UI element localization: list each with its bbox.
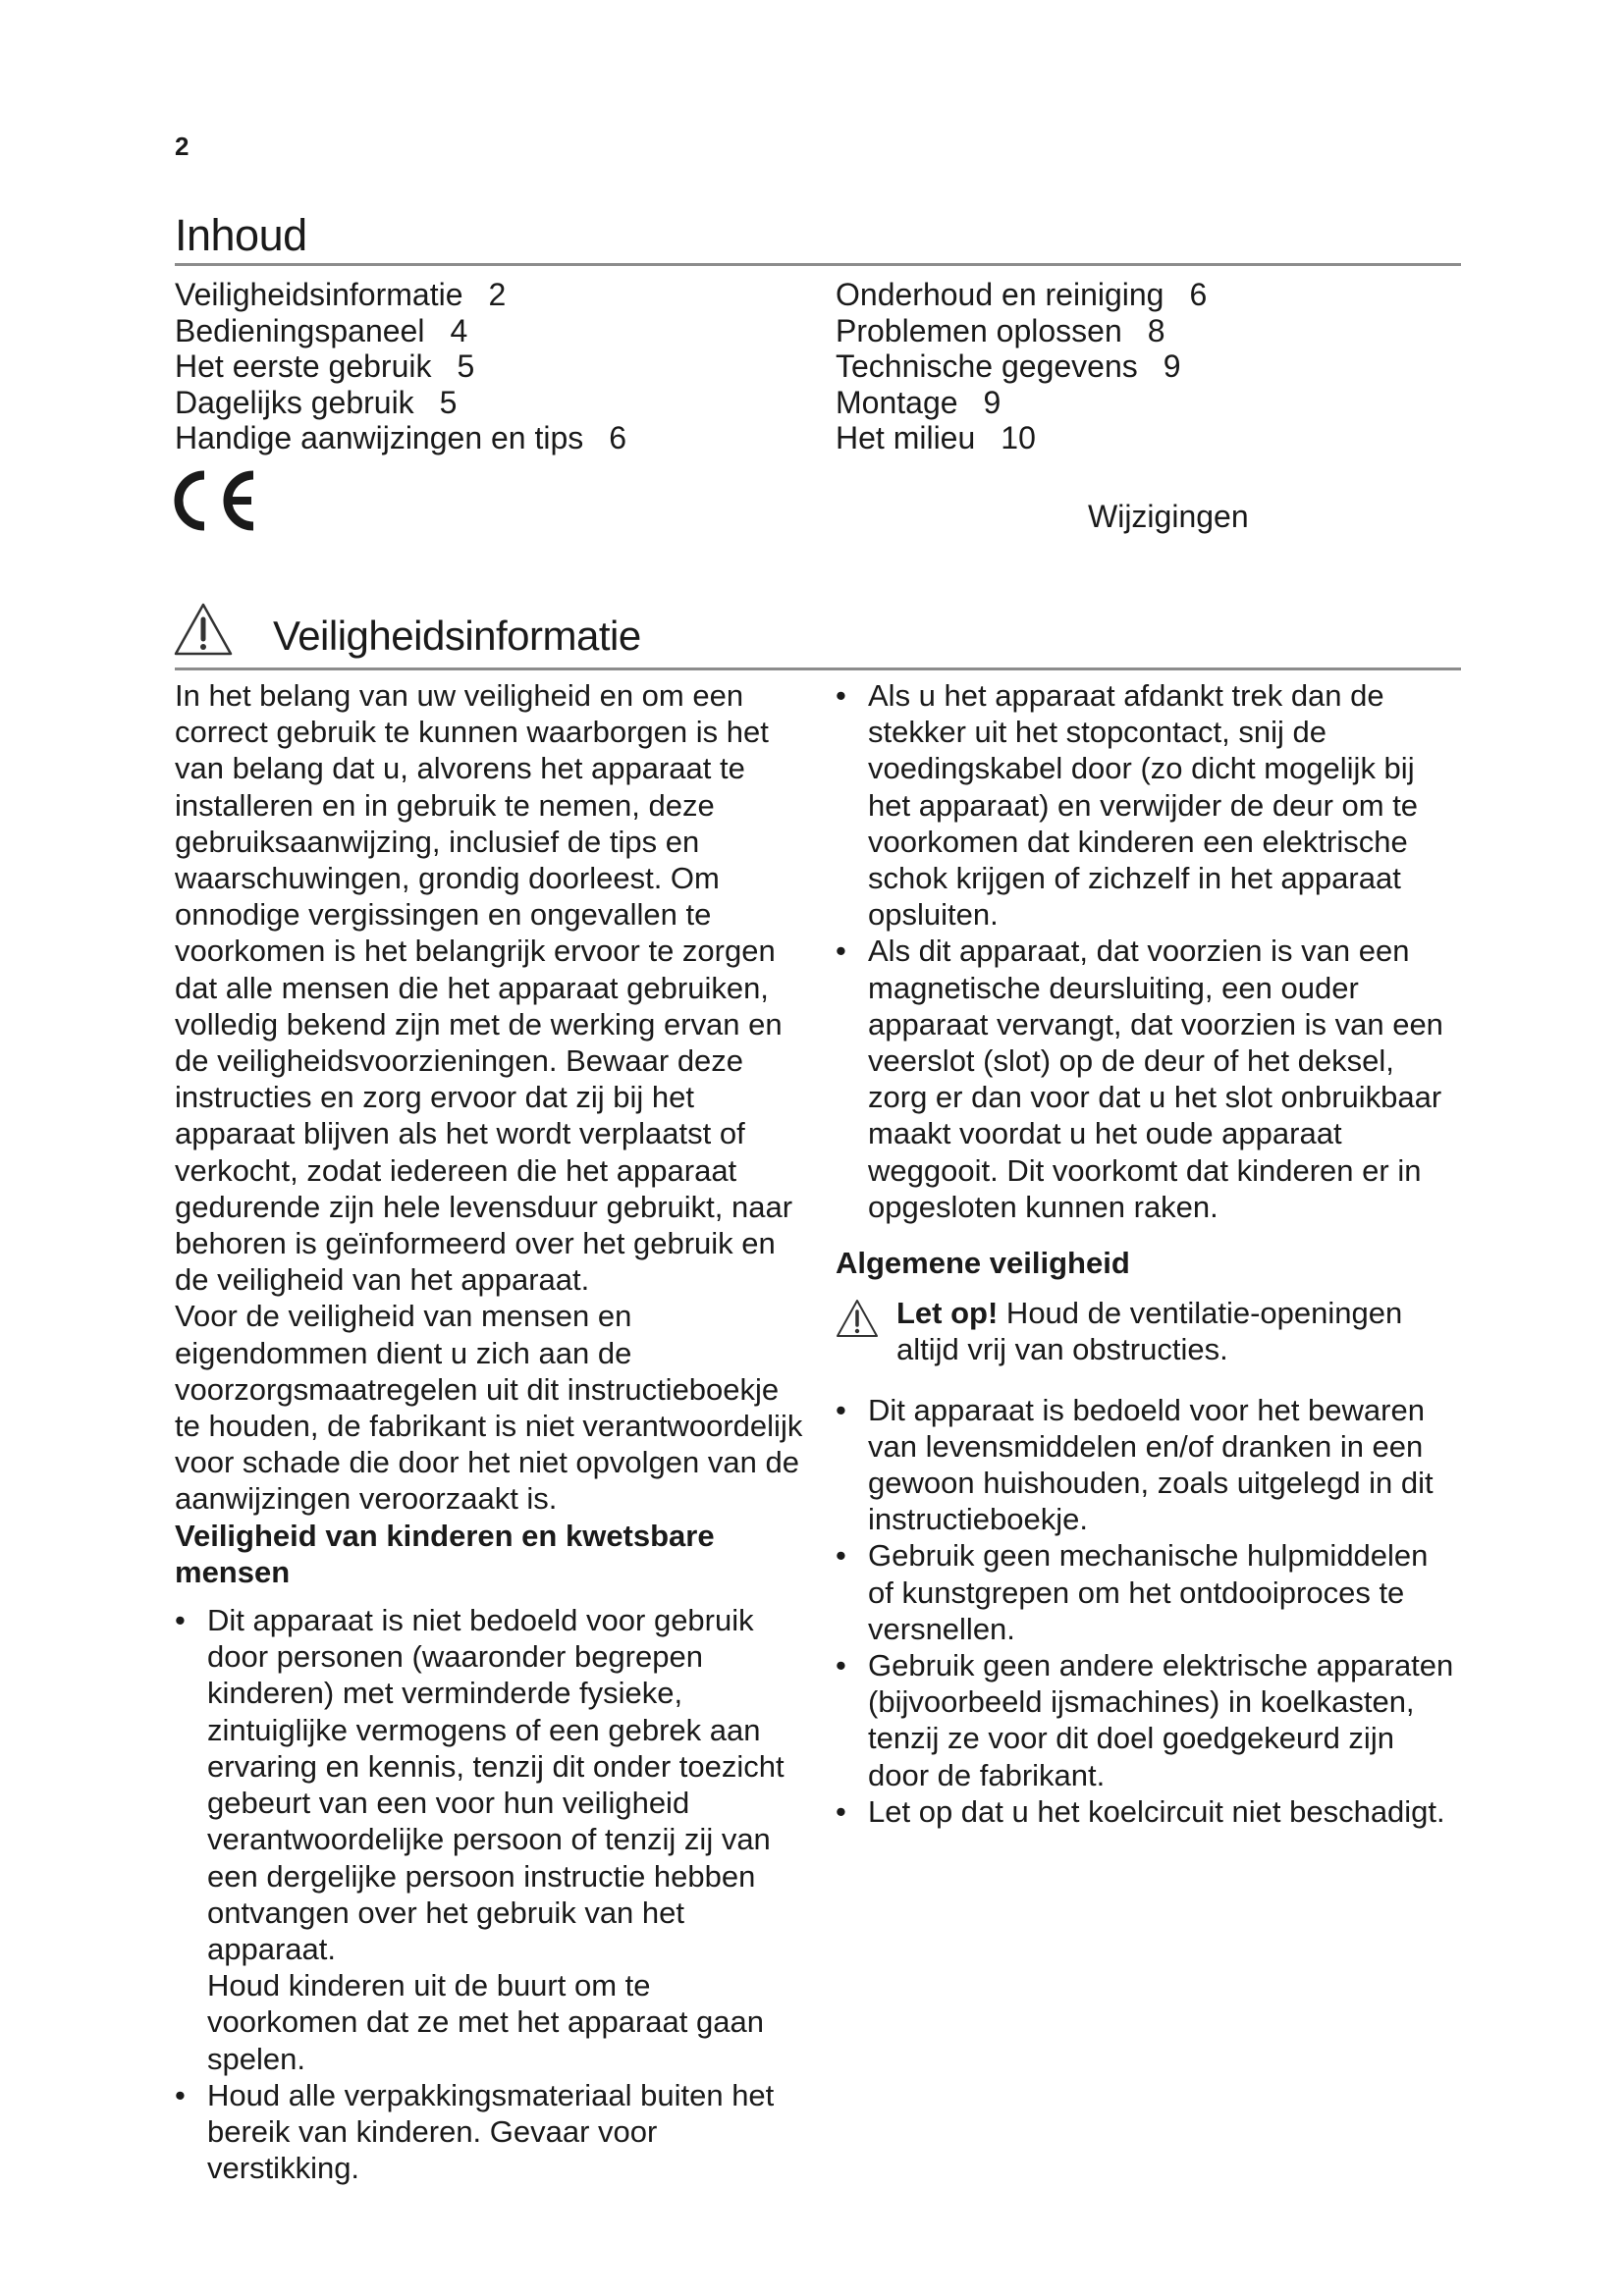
toc-item-label: Handige aanwijzingen en tips	[175, 420, 584, 455]
ce-mark-logo	[169, 469, 259, 532]
list-item	[175, 1602, 803, 2077]
toc-title: Inhoud	[175, 210, 307, 260]
page-number: 2	[175, 132, 189, 161]
list-item-extra-text: Houd kinderen uit de buurt om te voorkomen dat ze met het apparaat gaan spelen.	[207, 1968, 764, 2076]
list-item	[175, 2077, 803, 2187]
toc-item-page: 5	[439, 384, 458, 420]
list-item: • Gebruik geen andere elektrische apparaten (bijvoorbeeld ijsmachines) in koelkasten, tenzij ze voor dit doel goedgekeurd zijn door de fabrikant.	[836, 1647, 1461, 1793]
toc-item-page: 2	[488, 277, 507, 312]
children-safety-list	[175, 1602, 803, 2186]
general-safety-heading: Algemene veiligheid	[836, 1246, 1130, 1281]
disposal-list	[836, 677, 1461, 1225]
toc-item[interactable]	[836, 348, 1207, 385]
toc-right-column	[836, 277, 1207, 456]
toc-item[interactable]	[175, 348, 626, 385]
toc-item-page: 6	[1189, 277, 1208, 312]
toc-item-label: Problemen oplossen	[836, 312, 1122, 348]
caution-text: Houd de ventilatie-openingen altijd vrij van obstructies.	[896, 1296, 1403, 1367]
general-safety-list	[836, 1392, 1461, 1830]
toc-item-page: 5	[457, 348, 475, 384]
safety-divider	[175, 667, 1461, 670]
list-item: • Dit apparaat is bedoeld voor het bewaren van levensmiddelen en/of dranken in een gewoon huishouden, zoals uitgelegd in dit instructieboekje.	[836, 1392, 1461, 1538]
warning-triangle-icon	[173, 602, 234, 657]
toc-item[interactable]	[175, 385, 626, 421]
toc-item-page: 10	[1001, 420, 1036, 455]
list-item: • Let op dat u het koelcircuit niet beschadigt.	[836, 1793, 1461, 1830]
toc-item-page: 9	[1163, 348, 1181, 384]
caution-triangle-icon	[836, 1299, 879, 1338]
caution-note	[836, 1295, 1461, 1367]
toc-item[interactable]	[175, 420, 626, 456]
toc-item-label: Technische gegevens	[836, 348, 1138, 384]
toc-item-label: Dagelijks gebruik	[175, 384, 414, 420]
toc-item[interactable]	[175, 313, 626, 349]
list-item: • Gebruik geen mechanische hulpmiddelen of kunstgrepen om het ontdooiproces te versnellen.	[836, 1537, 1461, 1647]
toc-item[interactable]	[175, 277, 626, 313]
children-safety-heading: Veiligheid van kinderen en kwetsbare mensen	[175, 1518, 715, 1589]
toc-left-column	[175, 277, 626, 456]
safety-section-title: Veiligheidsinformatie	[273, 613, 641, 659]
caution-label: Let op!	[896, 1296, 999, 1331]
intro-paragraph: In het belang van uw veiligheid en om een correct gebruik te kunnen waarborgen is het van belang dat u, alvorens het apparaat te installeren en in gebruik te nemen, deze gebruiksaanwijzing, inclusief de tips en waarschuwingen, grondig doorleest. Om onnodige vergissingen en ongevallen te voorkomen is het belangrijk ervoor te zorgen dat alle mensen die het apparaat gebruiken, volledig bekend zijn met de werking ervan en de veiligheidsvoorzieningen. Bewaar deze instructies en zorg ervoor dat zij bij het apparaat blijven als het wordt verplaatst of verkocht, zodat iedereen die het apparaat gedurende zijn hele levensduur gebruikt, naar behoren is geïnformeerd over het gebruik en de veiligheid van het apparaat.	[175, 678, 793, 1298]
safety-left-column	[175, 677, 803, 2186]
list-item: • Als dit apparaat, dat voorzien is van een magnetische deursluiting, een ouder apparaat vervangt, dat voorzien is van een veerslot (slot) op de deur of het deksel, zorg er dan voor dat u het slot onbruikbaar maakt voordat u het oude apparaat weggooit. Dit voorkomt dat kinderen er in opgesloten kunnen raken.	[836, 933, 1461, 1225]
changes-label: Wijzigingen	[1088, 499, 1249, 534]
toc-item-label: Het eerste gebruik	[175, 348, 432, 384]
toc-item-label: Bedieningspaneel	[175, 312, 425, 348]
toc-item-page: 9	[983, 384, 1001, 420]
safety-right-column	[836, 677, 1461, 1830]
toc-item-page: 6	[609, 420, 627, 455]
toc-item[interactable]	[836, 313, 1207, 349]
toc-divider	[175, 263, 1461, 266]
toc-item-label: Montage	[836, 384, 958, 420]
toc-item-page: 8	[1147, 312, 1165, 348]
toc-item-page: 4	[450, 312, 468, 348]
toc-item[interactable]	[836, 277, 1207, 313]
toc-item-label: Onderhoud en reiniging	[836, 277, 1164, 312]
list-item: • Als u het apparaat afdankt trek dan de stekker uit het stopcontact, snij de voedingskabel door (zo dicht mogelijk bij het apparaat) en verwijder de deur om te voorkomen dat kinderen een elektrische schok krijgen of zichzelf in het apparaat opsluiten.	[836, 677, 1461, 933]
toc-item[interactable]	[836, 420, 1207, 456]
list-item-text: • Houd alle verpakkingsmateriaal buiten het bereik van kinderen. Gevaar voor verstikking.	[207, 2077, 775, 2186]
toc-item[interactable]	[836, 385, 1207, 421]
toc-item-label: Het milieu	[836, 420, 976, 455]
toc-item-label: Veiligheidsinformatie	[175, 277, 463, 312]
list-item-text: • Dit apparaat is niet bedoeld voor gebruik door personen (waaronder begrepen kinderen) met verminderde fysieke, zintuiglijke vermogens of een gebrek aan ervaring en kennis, tenzij dit onder toezicht gebeurt van een voor hun veiligheid verantwoordelijke persoon of tenzij zij van een dergelijke persoon instructie hebben ontvangen over het gebruik van het apparaat.	[207, 1603, 785, 1966]
intro-paragraph: Voor de veiligheid van mensen en eigendommen dient u zich aan de voorzorgsmaatregelen uit dit instructieboekje te houden, de fabrikant is niet verantwoordelijk voor schade die door het niet opvolgen van de aanwijzingen veroorzaakt is.	[175, 1299, 803, 1517]
